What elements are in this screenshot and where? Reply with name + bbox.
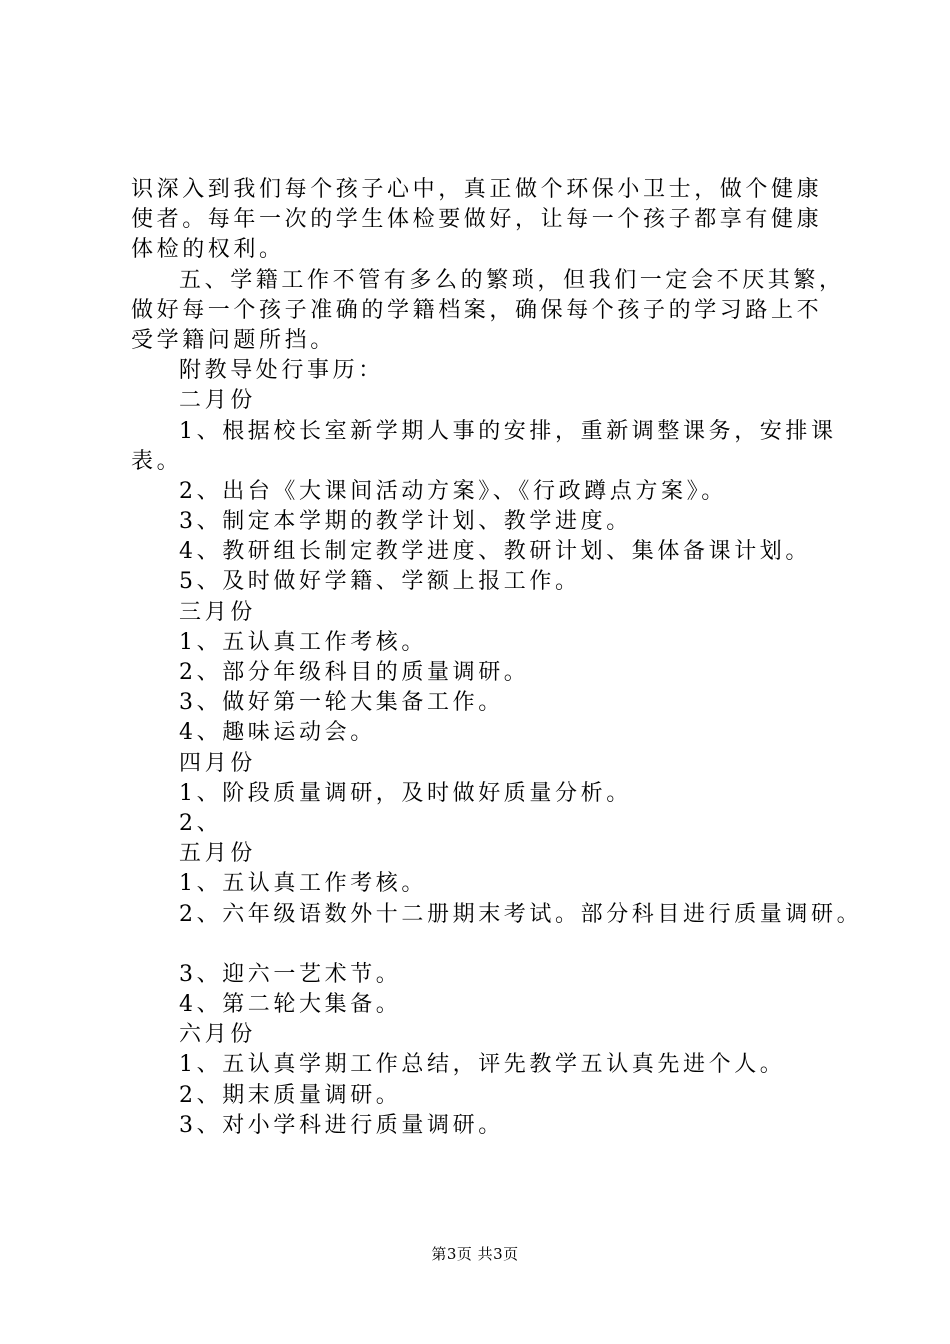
- list-item: 1、五认真工作考核。: [179, 871, 427, 897]
- list-item: 4、第二轮大集备。: [179, 992, 402, 1018]
- paragraph-line: 使者。每年一次的学生体检要做好，让每一个孩子都享有健康: [131, 207, 823, 233]
- month-heading-april: 四月份: [179, 750, 256, 776]
- page-footer: 第3页 共3页: [431, 1245, 519, 1263]
- blank-line: [131, 930, 851, 960]
- month-heading-may: 五月份: [179, 841, 256, 867]
- list-item: 4、趣味运动会。: [179, 720, 376, 746]
- list-item: 2、: [179, 810, 223, 836]
- month-heading-march: 三月份: [179, 599, 256, 625]
- list-item: 1、阶段质量调研，及时做好质量分析。: [179, 780, 632, 806]
- list-item: 1、五认真学期工作总结，评先教学五认真先进个人。: [179, 1052, 786, 1078]
- list-item: 3、做好第一轮大集备工作。: [179, 690, 504, 716]
- paragraph-line: 做好每一个孩子准确的学籍档案，确保每个孩子的学习路上不: [131, 297, 823, 323]
- document-body: [131, 175, 863, 1141]
- list-item: 1、根据校长室新学期人事的安排，重新调整课务，安排课: [179, 418, 837, 444]
- month-heading-february: 二月份: [179, 388, 256, 414]
- list-item: 2、出台《大课间活动方案》、《行政蹲点方案》。: [179, 478, 727, 504]
- list-item: 3、制定本学期的教学计划、教学进度。: [179, 509, 632, 535]
- list-item: 2、期末质量调研。: [179, 1082, 402, 1108]
- paragraph-line: 体检的权利。: [131, 237, 285, 263]
- list-item: 4、教研组长制定教学进度、教研计划、集体备课计划。: [179, 539, 811, 565]
- paragraph-line: 五、学籍工作不管有多么的繁琐，但我们一定会不厌其繁，: [179, 267, 845, 293]
- list-item: 2、部分年级科目的质量调研。: [179, 660, 530, 685]
- list-item: 5、及时做好学籍、学额上报工作。: [179, 569, 581, 595]
- list-item-continuation: 表。: [131, 448, 183, 474]
- list-item: 3、对小学科进行质量调研。: [179, 1112, 504, 1138]
- paragraph-line: 识深入到我们每个孩子心中，真正做个环保小卫士，做个健康: [131, 177, 823, 202]
- appendix-title: 附教导处行事历：: [179, 358, 384, 384]
- list-item: 2、六年级语数外十二册期末考试。部分科目进行质量调研。: [179, 901, 863, 927]
- list-item: 3、迎六一艺术节。: [179, 961, 402, 987]
- month-heading-june: 六月份: [179, 1022, 256, 1048]
- paragraph-line: 受学籍问题所挡。: [131, 327, 336, 353]
- list-item: 1、五认真工作考核。: [179, 629, 427, 655]
